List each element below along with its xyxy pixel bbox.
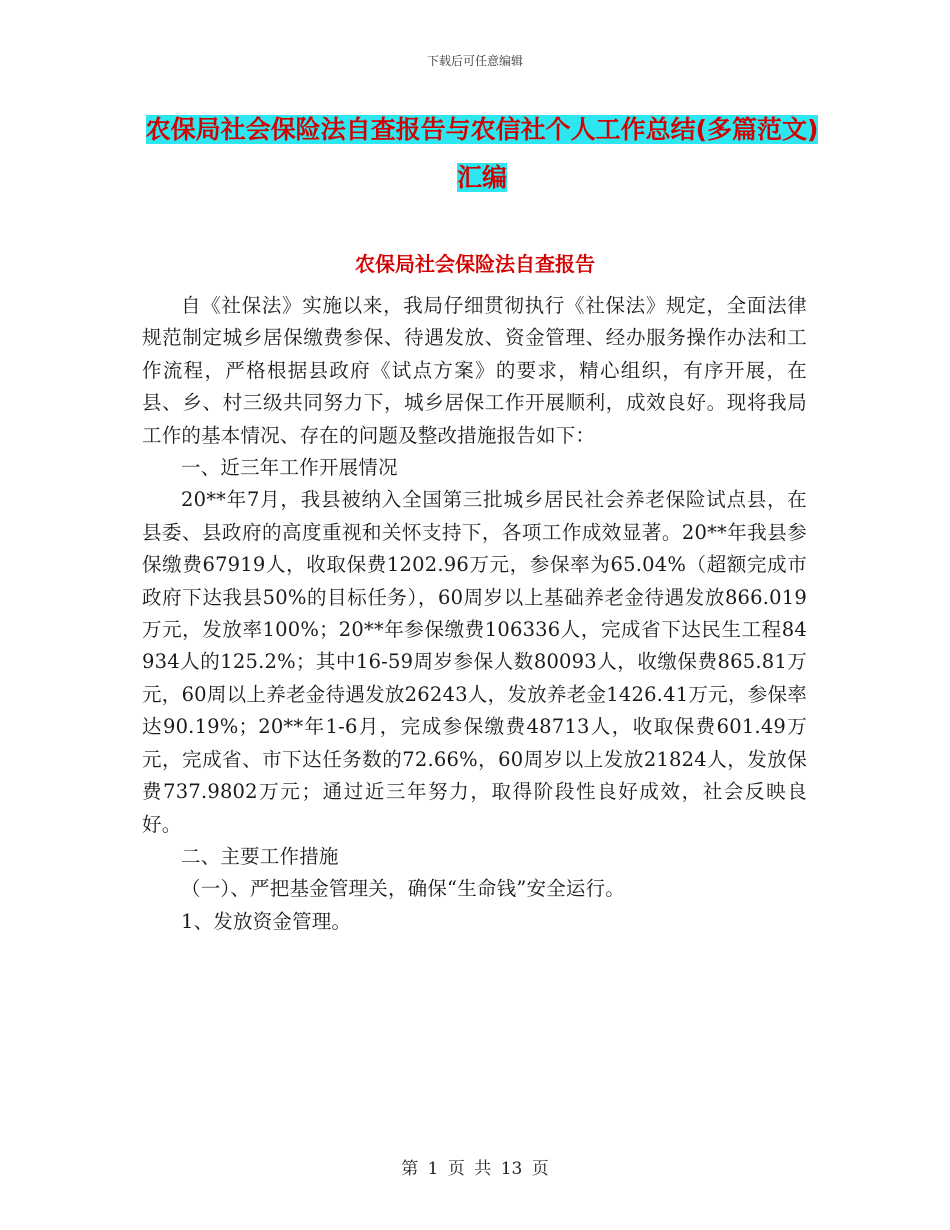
section-title: 农保局社会保险法自查报告 bbox=[355, 252, 595, 276]
paragraph-statistics: 20**年7月，我县被纳入全国第三批城乡居民社会养老保险试点县，在县委、县政府的高度重视和关怀支持下，各项工作成效显著。20**年我县参保缴费67919人，收取保费1202.96万元，参保率为65.04%（超额完成市政府下达我县50%的目标任务），60周岁以上基础养老金待遇发放866.019万元，发放率100%；20**年参保缴费106336人，完成省下达民生工程84934人的125.2%；其中16-59周岁参保人数80093人，收缴保费865.81万元，60周以上养老金待遇发放26243人，发放养老金1426.41万元，参保率达90.19%；20**年1-6月，完成参保缴费48713人，收取保费601.49万元，完成省、市下达任务数的72.66%，60周岁以上发放21824人，发放保费737.9802万元；通过近三年努力，取得阶段性良好成效，社会反映良好。 bbox=[142, 488, 807, 836]
paragraph-subheading: （一）、严把基金管理关，确保“生命钱”安全运行。 bbox=[181, 877, 625, 901]
paragraph-intro: 自《社保法》实施以来，我局仔细贯彻执行《社保法》规定，全面法律规范制定城乡居保缴费参保、待遇发放、资金管理、经办服务操作办法和工作流程，严格根据县政府《试点方案》的要求，精心组织，有序开展，在县、乡、村三级共同努力下，城乡居保工作开展顺利，成效良好。现将我局工作的基本情况、存在的问题及整改措施报告如下： bbox=[142, 294, 807, 447]
page-header-note: 下载后可任意编辑 bbox=[426, 54, 523, 68]
paragraph-item-1: 1、发放资金管理。 bbox=[181, 909, 352, 933]
paragraph-heading-1: 一、近三年工作开展情况 bbox=[181, 456, 398, 480]
document-body bbox=[142, 290, 807, 938]
page-footer-number: 第 1 页 共 13 页 bbox=[401, 1159, 549, 1179]
document-title bbox=[142, 106, 822, 202]
paragraph-heading-2: 二、主要工作措施 bbox=[181, 844, 339, 868]
document-title-text: 农保局社会保险法自查报告与农信社个人工作总结(多篇范文)汇编 bbox=[145, 115, 819, 192]
